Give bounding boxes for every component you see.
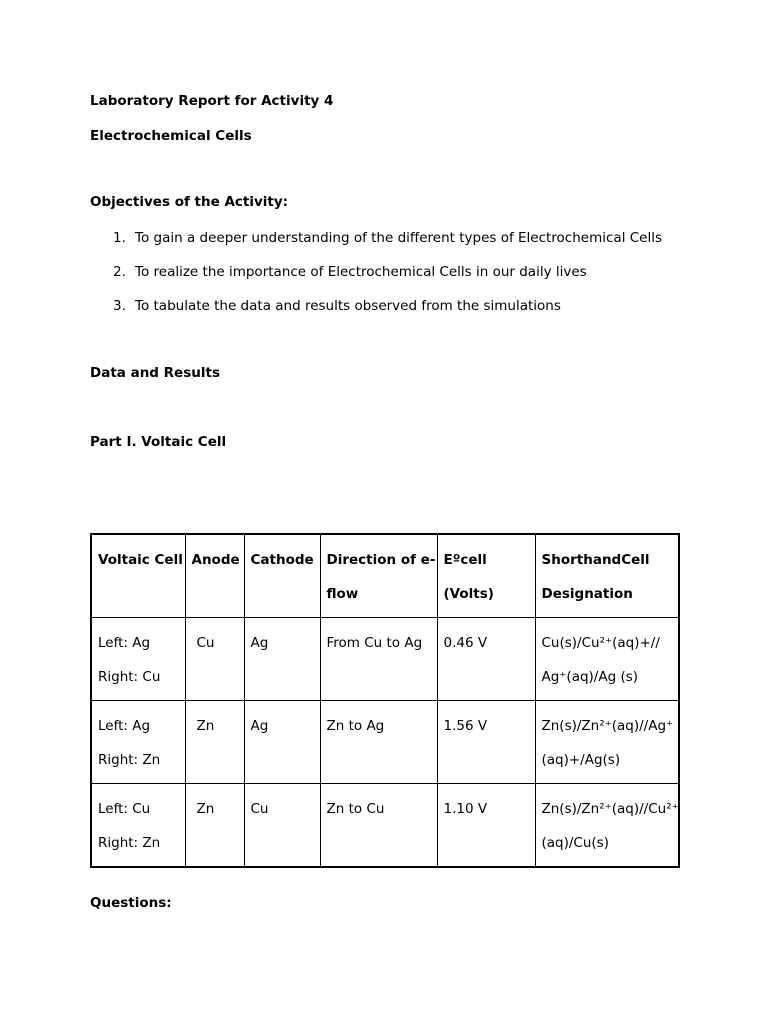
- header-shorthand: ShorthandCell Designation: [535, 534, 679, 618]
- cell-cathode: Cu: [244, 784, 320, 868]
- cell-anode: Zn: [185, 784, 244, 868]
- objective-text: To tabulate the data and results observed from the simulations: [135, 298, 561, 314]
- table-header-row: [91, 534, 679, 618]
- objective-number: 3.: [113, 298, 126, 314]
- cell-cathode: Ag: [244, 701, 320, 784]
- cell-ecell: 1.10 V: [437, 784, 535, 868]
- cell-direction: Zn to Cu: [320, 784, 437, 868]
- table-row: [91, 784, 679, 868]
- header-direction: Direction of e- flow: [320, 534, 437, 618]
- header-cathode: Cathode: [244, 534, 320, 618]
- data-heading: Data and Results: [90, 365, 220, 381]
- part-heading: Part I. Voltaic Cell: [90, 434, 227, 450]
- cell-shorthand: Zn(s)/Zn²⁺(aq)//Cu²⁺ (aq)/Cu(s): [535, 784, 679, 868]
- objective-number: 1.: [113, 230, 126, 246]
- cell-anode: Cu: [185, 618, 244, 701]
- voltaic-cell-table: [90, 533, 680, 868]
- objective-item-1: [113, 230, 662, 246]
- objective-number: 2.: [113, 264, 126, 280]
- header-ecell: Eºcell (Volts): [437, 534, 535, 618]
- cell-direction: Zn to Ag: [320, 701, 437, 784]
- cell-anode: Zn: [185, 701, 244, 784]
- cell-ecell: 0.46 V: [437, 618, 535, 701]
- table-row: [91, 701, 679, 784]
- cell-shorthand: Cu(s)/Cu²⁺(aq)+// Ag⁺(aq)/Ag (s): [535, 618, 679, 701]
- objectives-heading: Objectives of the Activity:: [90, 194, 289, 210]
- objective-item-3: [113, 298, 561, 314]
- report-title: Laboratory Report for Activity 4: [90, 93, 334, 109]
- cell-voltaic: Left: Cu Right: Zn: [91, 784, 185, 868]
- header-voltaic-cell: Voltaic Cell: [91, 534, 185, 618]
- cell-direction: From Cu to Ag: [320, 618, 437, 701]
- cell-shorthand: Zn(s)/Zn²⁺(aq)//Ag⁺ (aq)+/Ag(s): [535, 701, 679, 784]
- header-anode: Anode: [185, 534, 244, 618]
- cell-voltaic: Left: Ag Right: Zn: [91, 701, 185, 784]
- cell-voltaic: Left: Ag Right: Cu: [91, 618, 185, 701]
- table-row: [91, 618, 679, 701]
- objective-item-2: [113, 264, 587, 280]
- cell-cathode: Ag: [244, 618, 320, 701]
- cell-ecell: 1.56 V: [437, 701, 535, 784]
- objective-text: To realize the importance of Electrochemical Cells in our daily lives: [135, 264, 587, 280]
- questions-heading: Questions:: [90, 895, 172, 911]
- report-subtitle: Electrochemical Cells: [90, 128, 252, 144]
- objective-text: To gain a deeper understanding of the different types of Electrochemical Cells: [135, 230, 663, 246]
